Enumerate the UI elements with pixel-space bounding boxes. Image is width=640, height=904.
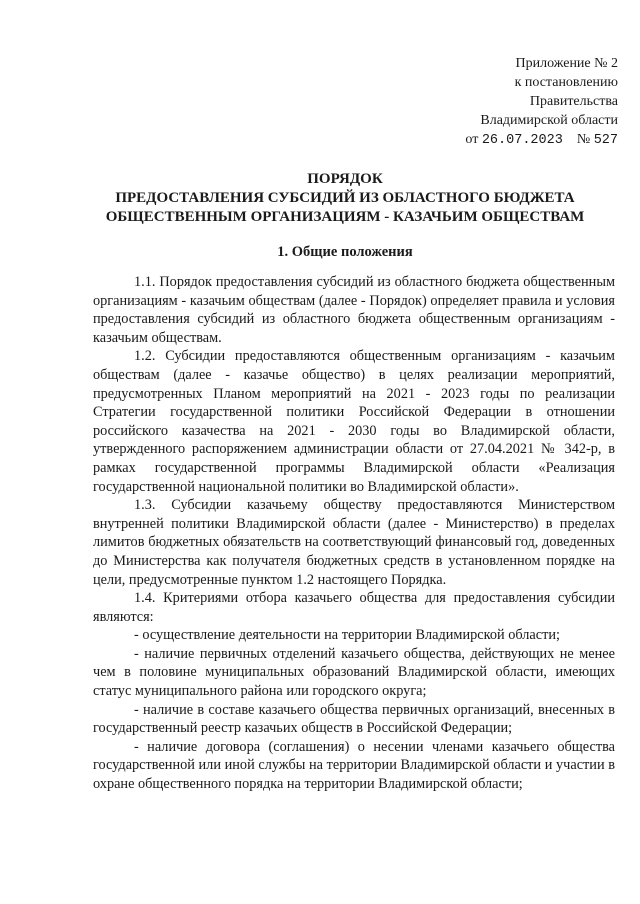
paragraph-1-2: 1.2. Субсидии предоставляются общественным организациям - казачьим обществам (далее - казачье общество) в целях реализации мероприятий, предусмотренных Планом мероприятий на 2021 - 2023 годы по реализации Стратегии государственной политики Российской Федерации в отношении российского казачества на 2021 - 2030 годы во Владимирской области, утвержденного распоряжением администрации области от 27.04.2021 № 342-р, в рамках государственной программы Владимирской области «Реализация государственной национальной политики во Владимирской области». <box>93 348 615 495</box>
document-body <box>93 273 615 794</box>
appendix-date-line <box>418 130 618 150</box>
paragraph-1-3: 1.3. Субсидии казачьему обществу предоставляются Министерством внутренней политики Владимирской области (далее - Министерство) в пределах лимитов бюджетных обязательств на соответствующий финансовый год, доведенных до Министерства как получателя бюджетных средств в установленном порядке на цели, предусмотренные пунктом 1.2 настоящего Порядка. <box>93 497 615 588</box>
resolution-date: 26.07.2023 <box>481 133 563 148</box>
number-sign: № <box>576 132 591 147</box>
criterion-item: - наличие договора (соглашения) о несении членами казачьего общества государственной или иной службы на территории Владимирской области и участии в охране общественного порядка на территории Владимирской области; <box>93 738 615 793</box>
paragraph-1-1: 1.1. Порядок предоставления субсидий из областного бюджета общественным организациям - казачьим обществам (далее - Порядок) определяет правила и условия предоставления субсидий из областного бюджета общественным организациям - казачьим обществам. <box>93 274 615 346</box>
date-prefix: от <box>465 132 479 147</box>
appendix-line-3: Правительства <box>529 94 618 109</box>
title-line-1: ПОРЯДОК <box>307 171 383 187</box>
criterion-item: - наличие первичных отделений казачьего общества, действующих не менее чем в половине муниципальных образований Владимирской области, имеющих статус муниципального района или городского округа; <box>93 645 615 700</box>
document-title <box>60 170 630 227</box>
appendix-line-4: Владимирской области <box>480 113 618 128</box>
appendix-line-1: Приложение № 2 <box>515 56 618 71</box>
resolution-number: 527 <box>593 133 618 148</box>
appendix-line-2: к постановлению <box>514 75 618 90</box>
title-line-2: ПРЕДОСТАВЛЕНИЯ СУБСИДИЙ ИЗ ОБЛАСТНОГО БЮДЖЕТА <box>115 190 575 206</box>
criterion-item: - осуществление деятельности на территории Владимирской области; <box>134 627 560 644</box>
paragraph-1-4: 1.4. Критериями отбора казачьего общества для предоставления субсидии являются: <box>93 590 615 625</box>
section-heading: 1. Общие положения <box>277 244 413 260</box>
appendix-block <box>418 54 618 150</box>
title-line-3: ОБЩЕСТВЕННЫМ ОРГАНИЗАЦИЯМ - КАЗАЧЬИМ ОБЩЕСТВАМ <box>105 209 585 225</box>
criterion-item: - наличие в составе казачьего общества первичных организаций, внесенных в государственный реестр казачьих обществ в Российской Федерации; <box>93 701 615 737</box>
